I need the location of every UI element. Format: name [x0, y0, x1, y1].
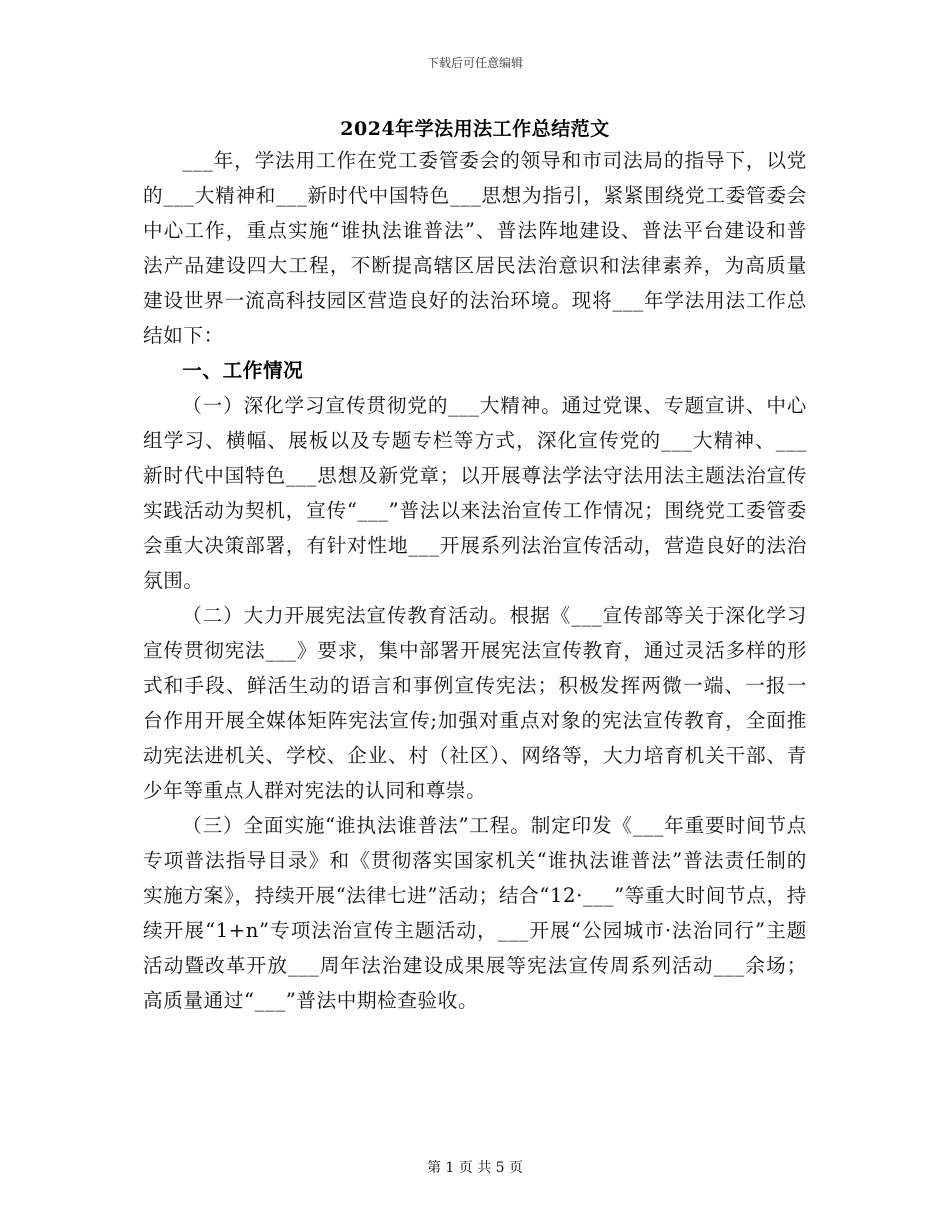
section-heading: 一、工作情况 — [182, 359, 304, 382]
document-body — [143, 143, 807, 1018]
body-paragraph: （三）全面实施“谁执法谁普法”工程。制定印发《___年重要时间节点专项普法指导目录》和《贯彻落实国家机关“谁执法谁普法”普法责任制的实施方案》，持续开展“法律七进”活动；结合“12·___”等重大时间节点，持续开展“1+n”专项法治宣传主题活动，___开展“公园城市·法治同行”主题活动暨改革开放___周年法治建设成果展等宪法宣传周系列活动___余场；高质量通过“___”普法中期检查验收。 — [143, 814, 807, 1012]
page-number: 第 1 页 共 5 页 — [426, 1160, 524, 1176]
body-paragraph: （一）深化学习宣传贯彻党的___大精神。通过党课、专题宣讲、中心组学习、横幅、展板以及专题专栏等方式，深化宣传党的___大精神、___新时代中国特色___思想及新党章；以开展尊法学法守法用法主题法治宣传实践活动为契机，宣传“___”普法以来法治宣传工作情况；围绕党工委管委会重大决策部署，有针对性地___开展系列法治宣传活动，营造良好的法治氛围。 — [143, 394, 807, 592]
header-note: 下载后可任意编辑 — [426, 56, 523, 70]
document-title: 2024年学法用法工作总结范文 — [340, 118, 610, 140]
intro-paragraph: ___年，学法用工作在党工委管委会的领导和市司法局的指导下，以党的___大精神和___新时代中国特色___思想为指引，紧紧围绕党工委管委会中心工作，重点实施“谁执法谁普法”、普法阵地建设、普法平台建设和普法产品建设四大工程，不断提高辖区居民法治意识和法律素养，为高质量建设世界一流高科技园区营造良好的法治环境。现将___年学法用法工作总结如下： — [143, 149, 807, 347]
body-paragraph: （二）大力开展宪法宣传教育活动。根据《___宣传部等关于深化学习宣传贯彻宪法___》要求，集中部署开展宪法宣传教育，通过灵活多样的形式和手段、鲜活生动的语言和事例宣传宪法；积极发挥两微一端、一报一台作用开展全媒体矩阵宪法宣传;加强对重点对象的宪法宣传教育，全面推动宪法进机关、学校、企业、村（社区）、网络等，大力培育机关干部、青少年等重点人群对宪法的认同和尊崇。 — [143, 604, 807, 802]
